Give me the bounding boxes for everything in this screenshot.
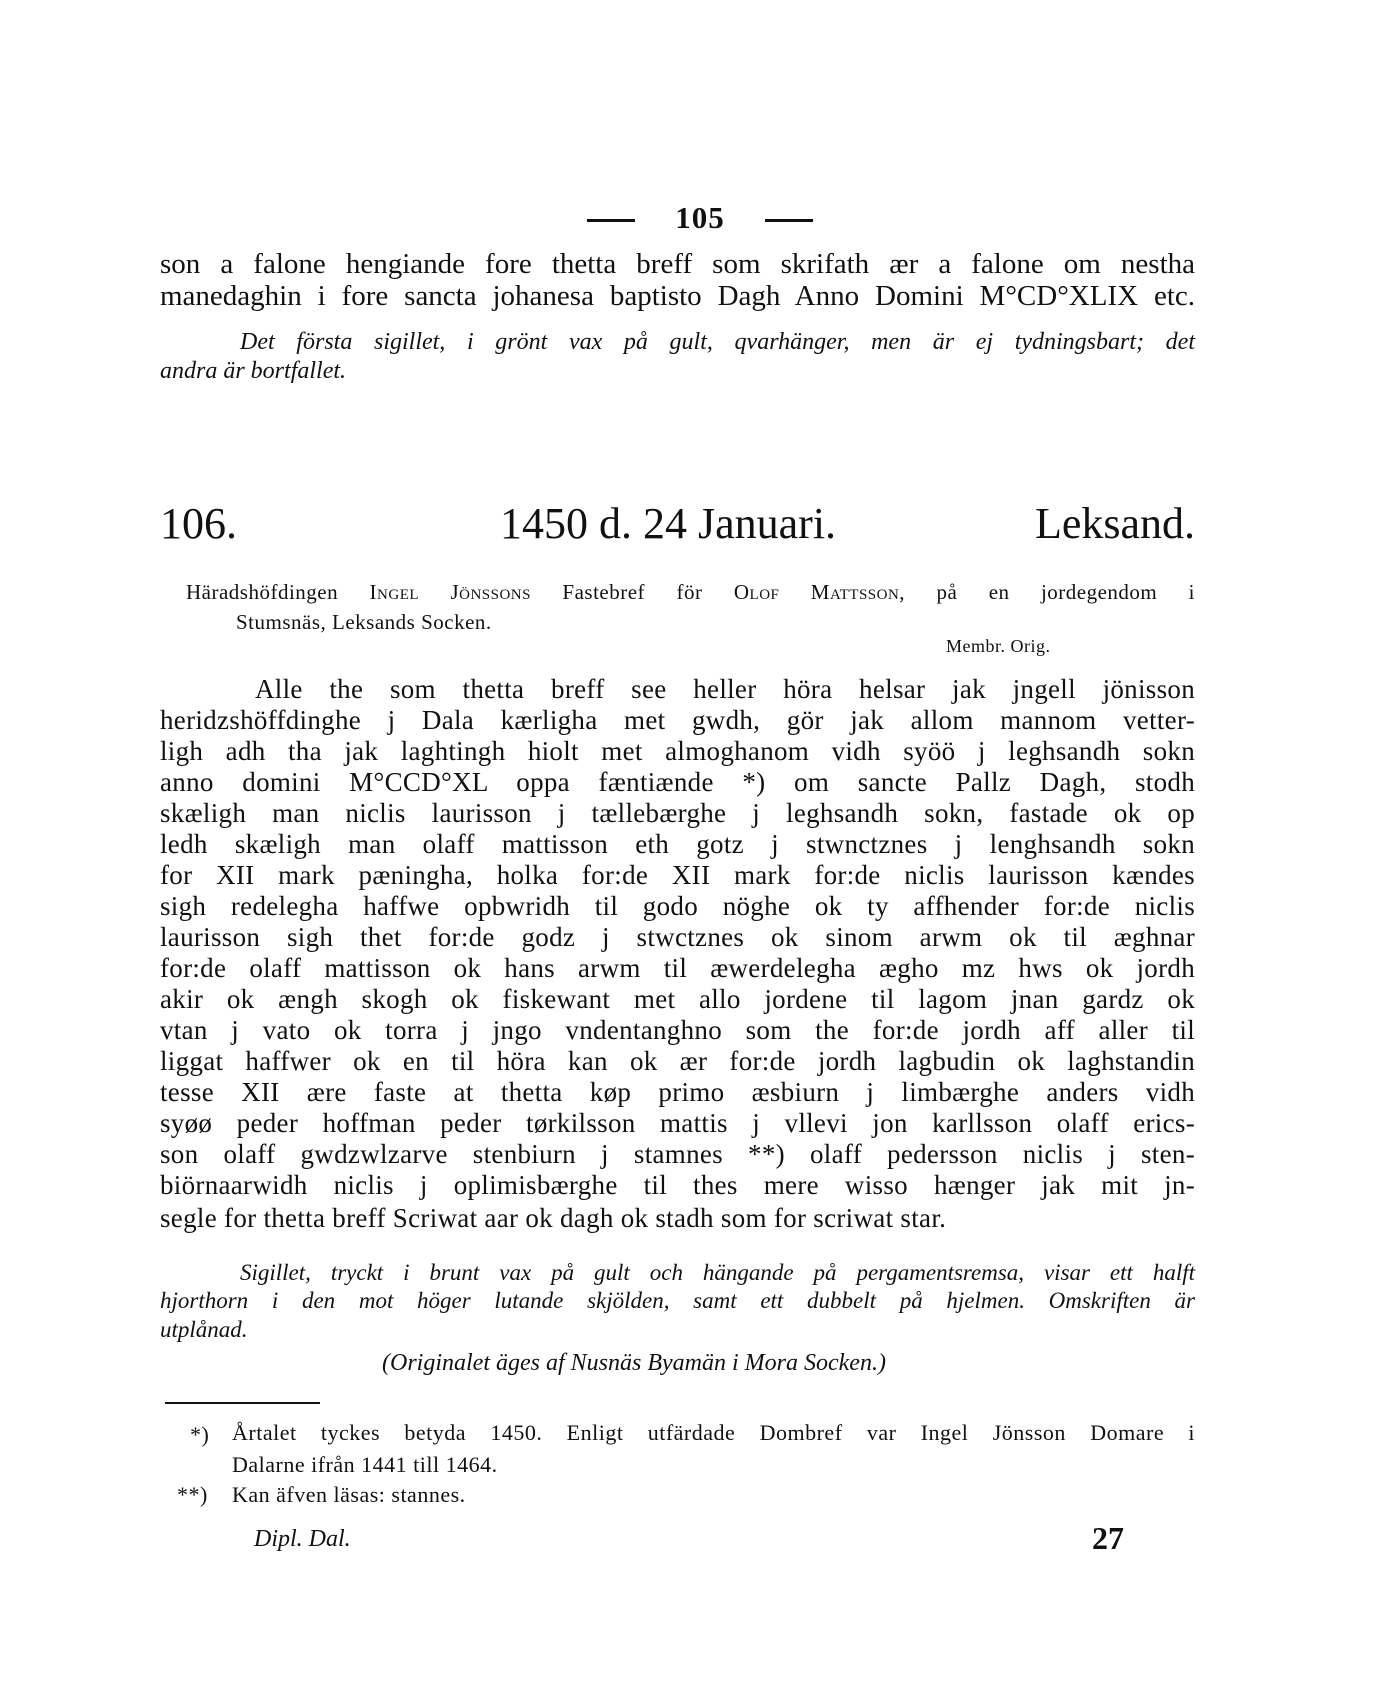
body-line: for:de olaff mattisson ok hans arwm til æwerdelegha ægho mz hws ok jordh (160, 953, 1195, 983)
body-line: akir ok ængh skogh ok fiskewant met allo jordene til lagom jnan gardz ok (160, 984, 1195, 1014)
body-line: skæligh man niclis laurisson j tællebærghe j leghsandh sokn, fastade ok op (160, 798, 1195, 828)
summary-text: på en jordegendom i (936, 580, 1196, 604)
summary-person-name: Ingel Jönssons (369, 580, 531, 604)
body-line: segle for thetta breff Scriwat aar ok dagh ok stadh som for scriwat star. (160, 1203, 947, 1233)
previous-seal-note-line: Det första sigillet, i grönt vax på gult, qvarhänger, men är ej tydningsbart; det (240, 329, 1195, 355)
footnote-mark: **) (177, 1482, 208, 1507)
footnote-mark: *) (190, 1422, 210, 1447)
source-note: Membr. Orig. (946, 636, 1051, 656)
body-line: heridzshöffdinghe j Dala kærligha met gwdh, gör jak allom mannom vetter- (160, 705, 1195, 735)
footnote-line: Kan äfven läsas: stannes. (232, 1482, 466, 1507)
summary-text: Fastebref för (562, 580, 703, 604)
seal-note-line: utplånad. (160, 1317, 248, 1342)
footnote-line: Dalarne ifrån 1441 till 1464. (232, 1452, 498, 1477)
body-line: vtan j vato ok torra j jngo vndentanghno som the for:de jordh aff aller til (160, 1015, 1195, 1045)
body-line: tesse XII ære faste at thetta køp primo æsbiurn j limbærghe anders vidh (160, 1077, 1195, 1107)
right-dash (765, 219, 813, 222)
entry-place: Leksand. (1034, 499, 1195, 548)
body-line: for XII mark pæningha, holka for:de XII mark for:de niclis laurisson kændes (160, 860, 1195, 890)
left-dash (587, 219, 635, 222)
body-line: biörnaarwidh niclis j oplimisbærghe til thes mere wisso hænger jak mit jn- (160, 1170, 1195, 1200)
body-line: son olaff gwdzwlzarve stenbiurn j stamnes **) olaff pedersson niclis j sten- (160, 1139, 1195, 1169)
entry-date: 1450 d. 24 Januari. (500, 499, 837, 548)
body-line: liggat haffwer ok en til höra kan ok ær for:de jordh lagbudin ok laghstandin (160, 1046, 1195, 1076)
body-line: laurisson sigh thet for:de godz j stwctznes ok sinom arwm ok til æghnar (160, 922, 1195, 952)
body-line: ligh adh tha jak laghtingh hiolt met almoghanom vidh syöö j leghsandh sokn (160, 736, 1195, 766)
entry-summary (186, 582, 1195, 603)
entry-summary-line: Stumsnäs, Leksands Socken. (236, 610, 492, 634)
footnote-rule (165, 1402, 320, 1404)
seal-note-line: Sigillet, tryckt i brunt vax på gult och hängande på pergamentsremsa, visar ett halft (240, 1260, 1195, 1285)
body-line: anno domini M°CCD°XL oppa fæntiænde *) om sancte Pallz Dagh, stodh (160, 767, 1195, 797)
summary-person-name: Olof Mattsson, (733, 580, 906, 604)
page-number (0, 200, 1400, 236)
body-line: Alle the som thetta breff see heller höra helsar jak jngell jönisson (255, 674, 1195, 704)
sheet-number: 27 (1092, 1520, 1124, 1556)
footnote-line: Årtalet tyckes betyda 1450. Enligt utfärdade Dombref var Ingel Jönsson Domare i (232, 1420, 1195, 1445)
previous-entry-line: manedaghin i fore sancta johanesa baptisto Dagh Anno Domini M°CD°XLIX etc. (160, 280, 1195, 312)
page-number-value: 105 (675, 200, 725, 235)
body-line: ledh skæligh man olaff mattisson eth gotz j stwnctznes j lenghsandh sokn (160, 829, 1195, 859)
previous-entry-line: son a falone hengiande fore thetta breff som skrifath ær a falone om nestha (160, 248, 1195, 280)
body-line: sigh redelegha haffwe opbwridh til godo nöghe ok ty affhender for:de niclis (160, 891, 1195, 921)
footer-signature: Dipl. Dal. (254, 1526, 351, 1552)
entry-heading (160, 498, 1195, 548)
previous-seal-note-line: andra är bortfallet. (160, 358, 347, 384)
entry-number: 106. (160, 499, 237, 548)
seal-note-line: hjorthorn i den mot höger lutande skjölden, samt ett dubbelt på hjelmen. Omskriften är (160, 1288, 1195, 1313)
ownership-note: (Originalet äges af Nusnäs Byamän i Mora Socken.) (382, 1350, 886, 1376)
body-line: syøø peder hoffman peder tørkilsson mattis j vllevi jon karllsson olaff erics- (160, 1108, 1195, 1138)
summary-text: Häradshöfdingen (186, 580, 339, 604)
